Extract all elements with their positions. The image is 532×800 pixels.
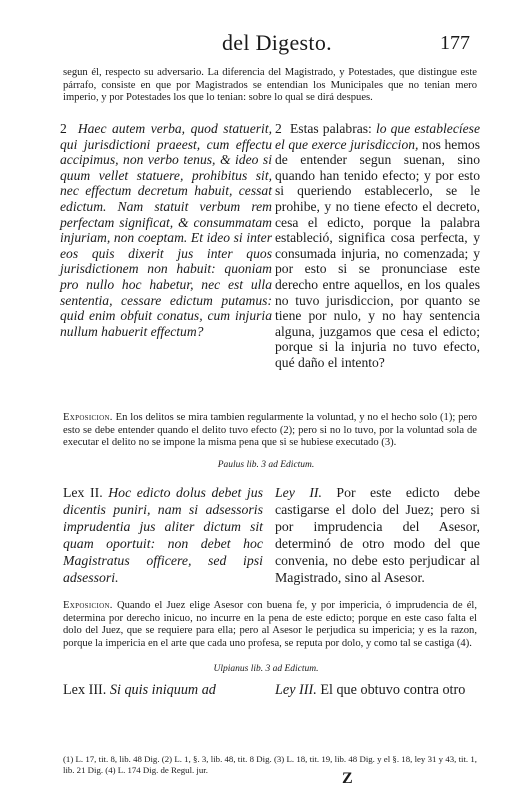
spanish-law-heading: Ley II. xyxy=(275,485,322,500)
exposition-label: Exposicion. xyxy=(63,600,113,611)
spanish-paragraph-text: nos hemos de entender segun suenan, sino quando han tenido efecto; y por esto si queriendo establecerlo, se le prohibe, y no tiene efecto el decreto, cesa el edicto, porque la palabra estableció, significa cosa perfecta, y consumada injuria, no comenzada; y por esto si se pronunciase este derecho entre aquellos, en los quales no tuvo jurisdiccion, por quanto se tiene por nulo, y no hay sentencia alguna, juzgamos que cesa el edicto; porque si la injuria no tuvo efecto, qué daño el intento? xyxy=(275,136,480,370)
latin-paragraph-text: Haec autem verba, quod statuerit, qui jurisdictioni praeest, cum effectu accipimus, non verbo tenus, & ideo si quum vellet statuere, prohibitus sit, nec effectum decretum habuit, cessat edictum. Nam statuit verbum rem perfectam significat, & consummatam injuriam, non coeptam. Et ideo si inter eos quis dixerit jus inter quos jurisdictionem non habuit: quoniam pro nullo hoc habetur, nec est ulla sententia, cessare edictum putamus: quid enim obfuit conatus, cum injuria nullum habuerit effectum? xyxy=(60,121,272,339)
footnotes: (1) L. 17, tit. 8, lib. 48 Dig. (2) L. 1, §. 3, lib. 48, tit. 8 Dig. (3) L. 18, tit. 19, lib. 48 Dig. y el §. 18, ley 31 y 43, tit. 1, lib. 21 Dig. (4) L. 174 Dig. de Regul. jur. xyxy=(63,754,477,775)
latin-law-2 xyxy=(63,484,263,586)
spanish-law-text: El que obtuvo contra otro xyxy=(320,682,466,698)
carryover-paragraph: segun él, respecto su adversario. La diferencia del Magistrado, y Potestades, que distingue este párrafo, consiste en que por Magistrados se entendian los Municipales que no tenian mero imperio, y por Potestades los que lo tenian: sobre lo qual se dirá despues. xyxy=(63,67,477,103)
source-citation-paulus: Paulus lib. 3 ad Edictum. xyxy=(217,460,315,470)
running-head-title: del Digesto. xyxy=(222,30,332,55)
latin-law-text: Hoc edicto dolus debet jus dicentis puniri, nam si adsessoris imprudentia jus aliter dictum sit quam oportuit: non debet hoc Magistratus officere, sed ipsi adsessori. xyxy=(63,485,264,585)
spanish-paragraph-number: 2 xyxy=(275,121,282,136)
spanish-law-2 xyxy=(275,484,480,586)
signature-mark: Z xyxy=(342,770,353,787)
exposition-paragraph-2 xyxy=(63,600,477,650)
spanish-paragraph-quote: lo que establecíese el que exerce jurisdiccion, xyxy=(275,121,480,152)
exposition-text: En los delitos se mira tambien regularmente la voluntad, y no el hecho solo (1); pero esto se debe entender quando el delito tuvo efecto (2); pero si no lo tuvo, por la voluntad sola de executar el delito no se impone la misma pena que si se hubiese executado (3). xyxy=(63,412,477,448)
latin-law-heading: Lex II. xyxy=(63,485,103,500)
spanish-law-3 xyxy=(275,682,480,699)
spanish-paragraph-lead: Estas palabras: xyxy=(289,121,372,136)
latin-paragraph-number: 2 xyxy=(60,121,67,136)
latin-paragraph-2 xyxy=(60,121,272,339)
exposition-text: Quando el Juez elige Asesor con buena fe, y por impericia, ó imprudencia de él, determina por derecho inicuo, no incurre en la pena de este edicto; porque en este caso falta el dolo del Juez, que se requiere para ella; pero al Asesor le perjudica su impericia; y es la razon, porque la impericia en el arte que cada uno profesa, se reputa por dolo, y como tal se castiga (4). xyxy=(63,600,477,649)
latin-law-text: Si quis iniquum ad xyxy=(109,682,216,698)
latin-law-3 xyxy=(63,682,268,699)
latin-law-heading: Lex III. xyxy=(63,682,107,698)
spanish-paragraph-2 xyxy=(275,121,480,371)
exposition-label: Exposicion. xyxy=(63,412,113,423)
source-citation-ulpianus: Ulpianus lib. 3 ad Edictum. xyxy=(213,664,319,674)
exposition-paragraph-1 xyxy=(63,412,477,450)
spanish-law-text: Por este edicto debe castigarse el dolo del Juez; pero si por imprudencia del Asesor, determinó de otro modo del que convenia, no debe esto perjudicar al Magistrado, sino al Asesor. xyxy=(275,485,481,585)
page-number: 177 xyxy=(440,32,470,54)
spanish-law-heading: Ley III. xyxy=(275,682,317,698)
